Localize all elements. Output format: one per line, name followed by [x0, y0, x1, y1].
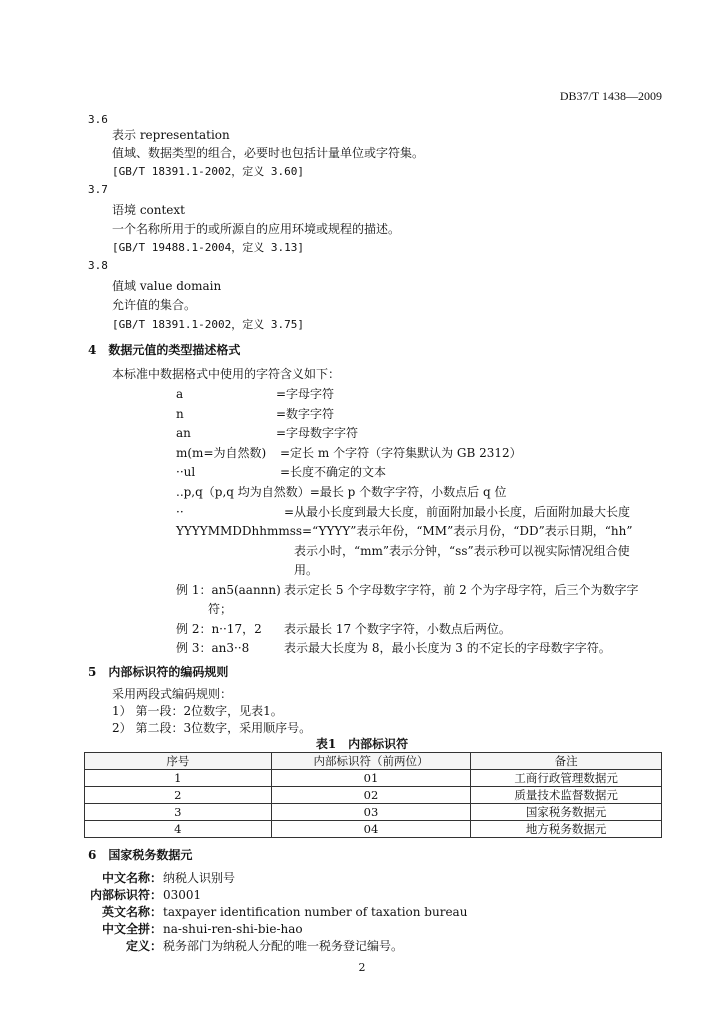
document-code: DB37/T 1438—2009 [559, 89, 662, 103]
table-cell: 1 [85, 770, 272, 787]
section-intro: 采用两段式编码规则： [112, 687, 233, 701]
table-cell: 03 [271, 804, 471, 821]
symbol: n [176, 407, 184, 421]
page-number: 2 [358, 961, 366, 974]
table-header-cell: 序号 [85, 753, 272, 770]
symbol: ·· [176, 505, 184, 519]
entry-source: [GB/T 18391.1-2002，定义 3.60] [112, 165, 304, 178]
symbol-description: =定长 m 个字符（字符集默认为 GB 2312） [280, 446, 522, 460]
section-heading: 4 数据元值的类型描述格式 [88, 343, 241, 357]
entry-source: [GB/T 18391.1-2002，定义 3.75] [112, 318, 304, 331]
symbol: ..p,q（p,q 均为自然数）=最长 p 个数字字符，小数点后 q 位 [176, 485, 507, 499]
example-label: 例 3：an3··8 [176, 641, 250, 655]
field-value: na-shui-ren-shi-bie-hao [163, 922, 303, 936]
table-cell: 工商行政管理数据元 [471, 770, 662, 787]
field-label: 内部标识符： [89, 888, 162, 902]
entry-definition: 值域、数据类型的组合，必要时也包括计量单位或字符集。 [112, 146, 425, 160]
internal-id-table [84, 752, 662, 838]
symbol-description: =从最小长度到最大长度，前面附加最小长度，后面附加最大长度 [284, 505, 631, 519]
field-value: 03001 [163, 888, 202, 902]
table-cell: 4 [85, 821, 272, 838]
entry-definition: 一个名称所用于的或所源自的应用环境或规程的描述。 [112, 222, 401, 236]
date-format-line: 表示小时，“mm”表示分钟，“ss”表示秒可以视实际情况组合使 [294, 544, 630, 558]
entry-source: [GB/T 19488.1-2004，定义 3.13] [112, 241, 304, 254]
field-label: 中文名称： [101, 871, 162, 885]
table-cell: 地方税务数据元 [471, 821, 662, 838]
example-label: 例 2：n··17，2 [176, 622, 262, 636]
date-format-line: YYYYMMDDhhmmss=“YYYY”表示年份，“MM”表示月份，“DD”表示日期，“hh” [176, 524, 633, 538]
example-label: 例 1：an5(aannn) [176, 583, 281, 597]
symbol-description: =字母数字字符 [276, 426, 359, 440]
entry-number: 3.7 [88, 183, 108, 196]
symbol-description: =字母字符 [276, 387, 335, 401]
symbol-description: =数字字符 [276, 407, 335, 421]
rule-item: 2） 第二段：3位数字，采用顺序号。 [112, 721, 312, 735]
symbol: ··ul [176, 465, 196, 479]
entry-term: 值域 value domain [112, 279, 222, 293]
date-format-line: 用。 [294, 563, 319, 577]
field-label: 中文全拼： [101, 922, 162, 936]
symbol: an [176, 426, 191, 440]
symbol-description: =长度不确定的文本 [280, 465, 387, 479]
table-header-cell: 内部标识符（前两位） [271, 753, 471, 770]
table-header-row [85, 753, 662, 770]
entry-definition: 允许值的集合。 [112, 298, 197, 312]
section-intro: 本标准中数据格式中使用的字符含义如下： [112, 367, 341, 381]
table-caption: 表1 内部标识符 [315, 737, 409, 751]
example-text: 表示最长 17 个数字字符，小数点后两位。 [284, 622, 511, 636]
field-label: 定义： [125, 939, 162, 953]
table-cell: 2 [85, 787, 272, 804]
field-label: 英文名称： [101, 905, 162, 919]
field-value: taxpayer identification number of taxation bureau [163, 905, 468, 919]
section-heading: 5 内部标识符的编码规则 [88, 665, 229, 679]
entry-term: 语境 context [112, 203, 186, 217]
table-row [85, 821, 662, 838]
table-row [85, 770, 662, 787]
table-cell: 01 [271, 770, 471, 787]
table-row [85, 804, 662, 821]
table-cell: 3 [85, 804, 272, 821]
table-cell: 04 [271, 821, 471, 838]
table-cell: 国家税务数据元 [471, 804, 662, 821]
table-cell: 02 [271, 787, 471, 804]
example-text: 符； [208, 602, 233, 616]
symbol: m(m=为自然数) [176, 446, 267, 460]
entry-number: 3.8 [88, 259, 108, 272]
table-row [85, 787, 662, 804]
example-text: 表示定长 5 个字母数字字符，前 2 个为字母字符，后三个为数字字 [284, 583, 639, 597]
symbol: a [176, 387, 184, 401]
entry-term: 表示 representation [112, 128, 230, 142]
field-value: 税务部门为纳税人分配的唯一税务登记编号。 [163, 939, 404, 953]
table-header-cell: 备注 [471, 753, 662, 770]
table-cell: 质量技术监督数据元 [471, 787, 662, 804]
example-text: 表示最大长度为 8，最小长度为 3 的不定长的字母数字字符。 [284, 641, 611, 655]
rule-item: 1） 第一段：2位数字，见表1。 [112, 704, 283, 718]
entry-number: 3.6 [88, 113, 108, 126]
section-heading: 6 国家税务数据元 [88, 848, 193, 862]
field-value: 纳税人识别号 [163, 871, 236, 885]
